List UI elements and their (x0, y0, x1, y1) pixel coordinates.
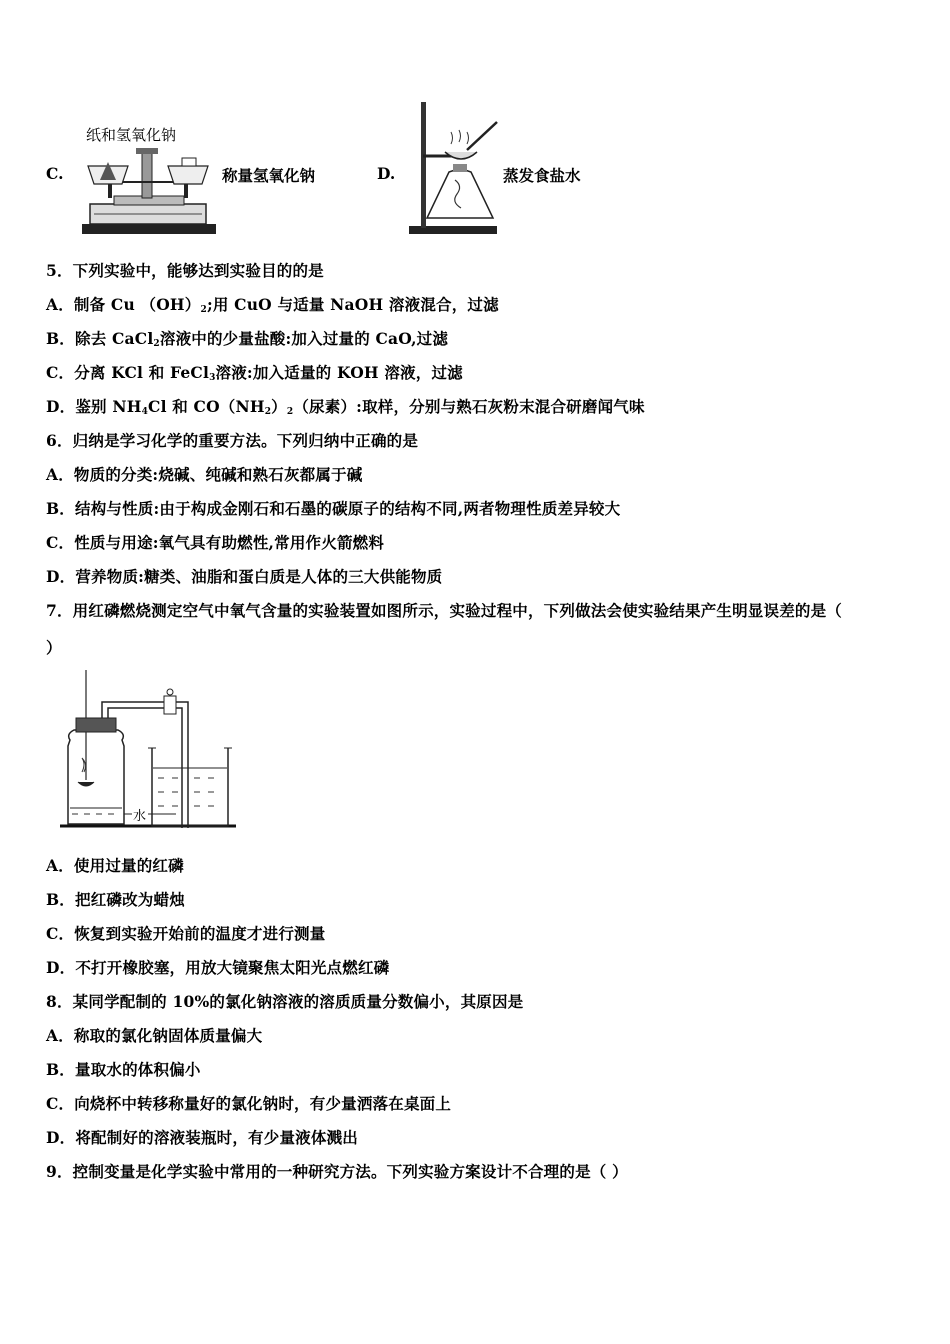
option-d-letter: D. (377, 164, 396, 183)
balance-figure-label: 纸和氢氧化钠 (86, 126, 177, 144)
q5-option-d: D．鉴别 $NH_4Cl$ 和 $CO(NH_2)_2$（尿素）:取样，分别与熟石灰粉末混合研磨闻气味 (46, 397, 645, 417)
q8-option-a: A．称取的氯化钠固体质量偏大 (46, 1026, 263, 1045)
q8-option-c: C．向烧杯中转移称量好的氯化钠时，有少量洒落在桌面上 (46, 1094, 452, 1113)
q5-option-c: C．分离 KCl 和 FeCl$_3$溶液:加入适量的 KOH 溶液，过滤 (46, 363, 463, 383)
evaporation-figure (405, 100, 500, 238)
q9-stem: 9．控制变量是化学实验中常用的一种研究方法。下列实验方案设计不合理的是（ ） (46, 1162, 628, 1181)
q8-stem: 8．某同学配制的 10%的氯化钠溶液的溶质质量分数偏小，其原因是 (46, 992, 524, 1011)
q8-option-b: B．量取水的体积偏小 (46, 1060, 201, 1079)
q5-option-a: A．制备 Cu $(OH)_2$;用 CuO 与适量 NaOH 溶液混合，过滤 (46, 295, 499, 315)
q7-option-d: D．不打开橡胶塞，用放大镜聚焦太阳光点燃红磷 (46, 958, 390, 977)
q7-stem: 7．用红磷燃烧测定空气中氧气含量的实验装置如图所示，实验过程中，下列做法会使实验结果产生明显误差的是（ (46, 601, 842, 620)
q6-option-b: B．结构与性质:由于构成金刚石和石墨的碳原子的结构不同,两者物理性质差异较大 (46, 499, 621, 518)
q6-option-c: C．性质与用途:氧气具有助燃性,常用作火箭燃料 (46, 533, 385, 552)
q6-option-a: A．物质的分类:烧碱、纯碱和熟石灰都属于碱 (46, 465, 363, 484)
option-c-letter: C. (46, 164, 64, 183)
q7-option-a: A．使用过量的红磷 (46, 856, 184, 875)
q8-option-d: D．将配制好的溶液装瓶时，有少量液体溅出 (46, 1128, 358, 1147)
q5-option-b: B．除去 CaCl$_2$溶液中的少量盐酸:加入过量的 CaO,过滤 (46, 329, 449, 349)
option-d-caption: 蒸发食盐水 (503, 166, 581, 185)
apparatus-drawing (56, 668, 241, 833)
q6-stem: 6．归纳是学习化学的重要方法。下列归纳中正确的是 (46, 431, 419, 450)
q6-option-d: D．营养物质:糖类、油脂和蛋白质是人体的三大供能物质 (46, 567, 443, 586)
q7-stem-end: ） (46, 638, 62, 657)
balance-figure (78, 118, 218, 238)
q5-stem: 5．下列实验中，能够达到实验目的的是 (46, 261, 324, 280)
apparatus-water-label: 水 (133, 809, 147, 824)
q7-option-b: B．把红磷改为蜡烛 (46, 890, 185, 909)
red-phosphorus-apparatus (56, 668, 241, 833)
option-c-caption: 称量氢氧化钠 (222, 166, 316, 185)
q7-option-c: C．恢复到实验开始前的温度才进行测量 (46, 924, 326, 943)
balance-drawing (78, 118, 218, 238)
